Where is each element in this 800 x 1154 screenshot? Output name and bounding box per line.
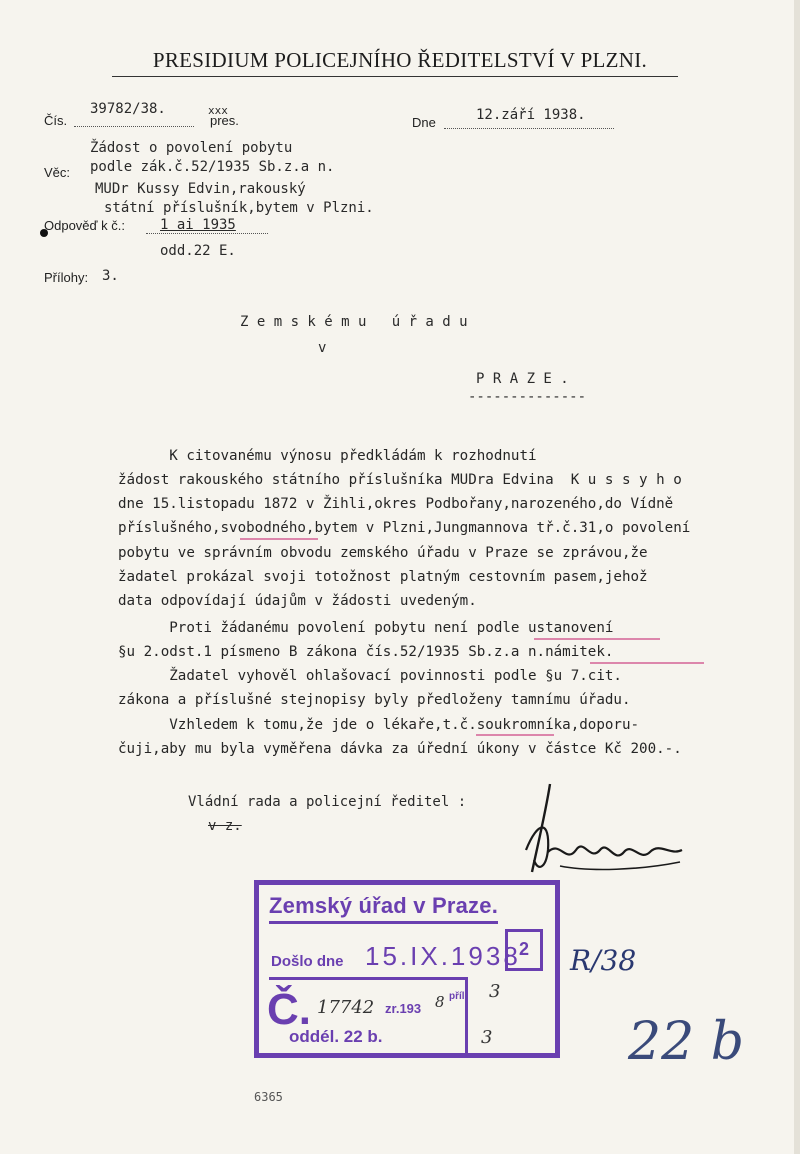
pencil-annotation-22b: 22 b <box>628 1012 744 1072</box>
odpoved-label: Odpověď k č.: <box>44 218 125 233</box>
address-line-1: Z e m s k é m u ú ř a d u <box>240 314 468 330</box>
archive-number: 6365 <box>254 1090 283 1104</box>
dne-dots <box>444 127 614 129</box>
vec-line-3: MUDr Kussy Edvin,rakouský <box>95 181 306 197</box>
prilohy-value: 3. <box>102 268 119 284</box>
body-line: data odpovídají údajům v žádosti uvedeným. <box>118 593 477 609</box>
stamp-title: Zemský úřad v Praze. <box>269 893 498 924</box>
stamp-zr-label: zr.193 <box>385 1001 422 1016</box>
stamp-pril-label: příl. <box>449 991 468 1002</box>
cis-dots <box>74 125 194 127</box>
pencil-annotation-r38: R/38 <box>570 944 637 977</box>
handwritten-signature <box>520 780 690 880</box>
odpoved-dots <box>146 232 268 234</box>
stamp-doslo-label: Došlo dne <box>271 953 344 970</box>
body-line: dne 15.listopadu 1872 v Žihli,okres Podbořany,narozeného,do Vídně <box>118 496 674 512</box>
body-line: žadatel prokázal svoji totožnost platným cestovním pasem,jehož <box>118 569 648 585</box>
odd-value: odd.22 E. <box>160 243 236 259</box>
highlight-underline <box>534 638 660 640</box>
pres-mark: xxx <box>208 104 228 117</box>
vz-mark: v z. <box>208 818 242 834</box>
stamp-box-number: 2 <box>505 929 543 971</box>
vec-line-4: státní příslušník,bytem v Plzni. <box>104 200 374 216</box>
stamp-divider <box>465 977 468 1053</box>
body-line: Žadatel vyhověl ohlašovací povinnosti podle §u 7.cit. <box>118 668 622 684</box>
dne-value: 12.září 1938. <box>476 107 586 123</box>
vec-line-2: podle zák.č.52/1935 Sb.z.a n. <box>90 159 335 175</box>
stamp-department: oddél. 22 b. <box>289 1027 383 1046</box>
stamp-date: 15.IX.1938 <box>365 941 521 971</box>
cis-label: Čís. <box>44 113 68 128</box>
received-stamp <box>254 880 560 1058</box>
address-line-3: P R A Z E . <box>476 371 569 387</box>
stamp-c-number: 17742 <box>317 997 375 1018</box>
pres-label: pres. <box>210 113 239 128</box>
highlight-underline <box>240 538 318 540</box>
stamp-pril-value: 3 <box>489 981 501 1002</box>
highlight-underline <box>590 662 704 664</box>
body-line: čuji,aby mu byla vyměřena dávka za úřední úkony v částce Kč 200.-. <box>118 741 682 757</box>
stamp-rule <box>269 977 465 980</box>
signature-line: Vládní rada a policejní ředitel : <box>188 794 467 810</box>
vec-line-1: Žádost o povolení pobytu <box>90 140 293 156</box>
body-line: K citovanému výnosu předkládám k rozhodnutí <box>118 448 537 464</box>
dne-label: Dne <box>412 115 436 130</box>
body-line: §u 2.odst.1 písmeno B zákona čís.52/1935 Sb.z.a n.námitek. <box>118 644 614 660</box>
vec-label: Věc: <box>44 165 71 180</box>
address-underline: -------------- <box>468 389 587 405</box>
body-line: Vzhledem k tomu,že jde o lékaře,t.č.soukromníka,doporu- <box>118 717 640 733</box>
letterhead-title: PRESIDIUM POLICEJNÍHO ŘEDITELSTVÍ V PLZNI. <box>152 48 648 72</box>
body-line: příslušného,svobodného,bytem v Plzni,Jungmannova tř.č.31,o povolení <box>118 520 691 536</box>
cis-value: 39782/38. <box>90 101 166 117</box>
paper-edge <box>794 0 800 1154</box>
body-line: Proti žádanému povolení pobytu není podle ustanovení <box>118 620 614 636</box>
address-line-2: v <box>318 340 327 356</box>
body-line: zákona a příslušné stejnopisy byly předloženy tamnímu úřadu. <box>118 692 631 708</box>
body-line: pobytu ve správním obvodu zemského úřadu v Praze se zprávou,že <box>118 545 648 561</box>
stamp-c-letter: Č. <box>267 985 311 1034</box>
stamp-count: 3 <box>481 1027 493 1048</box>
prilohy-label: Přílohy: <box>44 270 89 285</box>
stamp-zr-suffix: 8 <box>435 993 445 1011</box>
highlight-underline <box>476 734 554 736</box>
body-line: žádost rakouského státního příslušníka MUDra Edvina K u s s y h o <box>118 472 682 488</box>
letterhead-underline <box>112 76 678 77</box>
odpoved-value: 1 ai 1935 <box>160 217 236 233</box>
